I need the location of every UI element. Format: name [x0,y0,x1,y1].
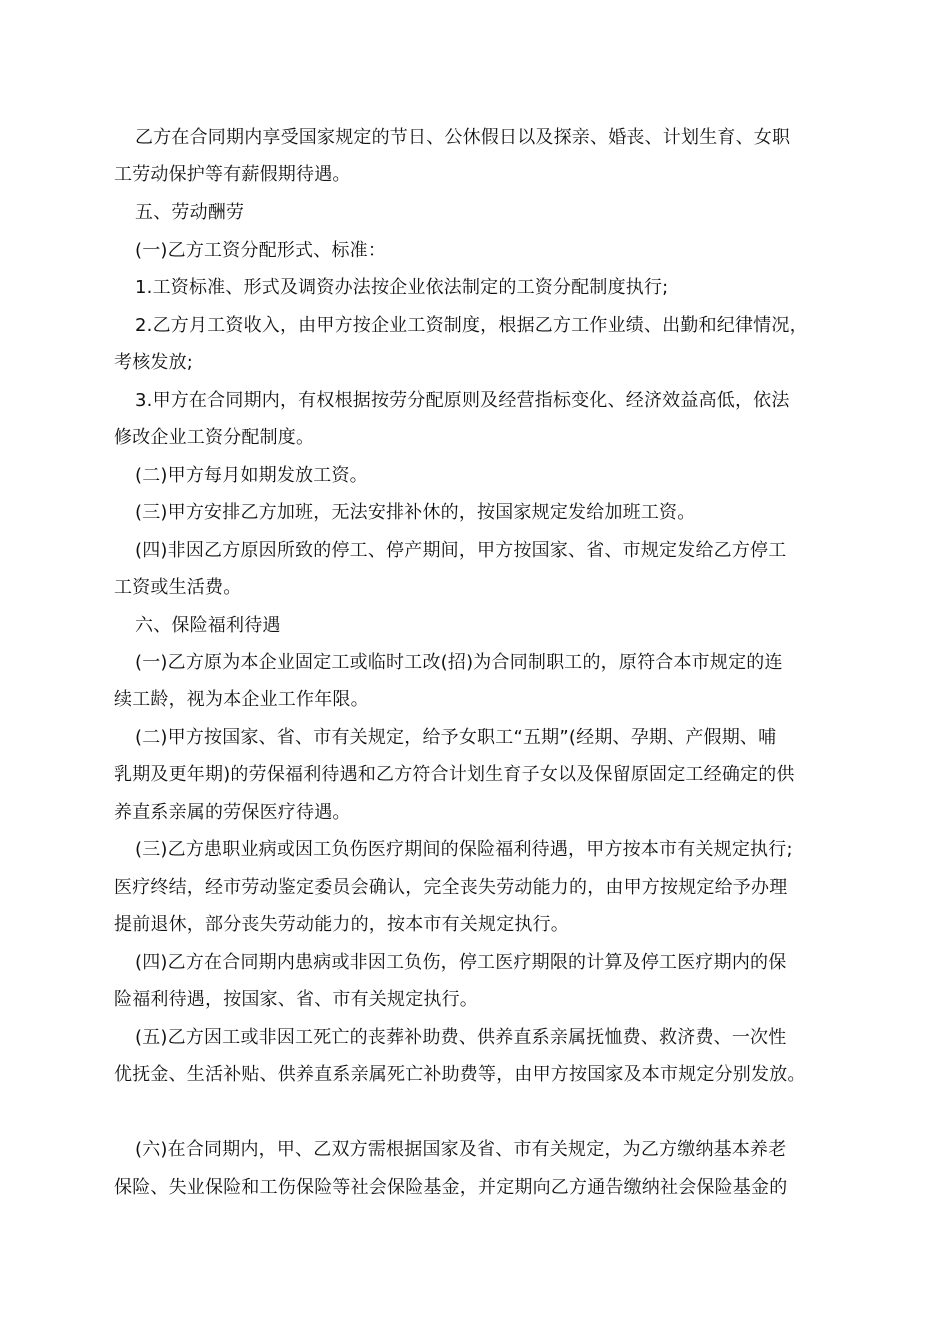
paragraph-line: (五)乙方因工或非因工死亡的丧葬补助费、供养直系亲属抚恤费、救济费、一次性 [135,1027,787,1048]
paragraph-line: 养直系亲属的劳保医疗待遇。 [114,802,351,823]
paragraph-line: 考核发放; [114,352,194,373]
paragraph-line: (四)非因乙方原因所致的停工、停产期间，甲方按国家、省、市规定发给乙方停工 [135,540,787,561]
paragraph-line: (六)在合同期内，甲、乙双方需根据国家及省、市有关规定，为乙方缴纳基本养老 [135,1139,787,1160]
subsection-heading: (一)乙方工资分配形式、标准： [135,240,387,261]
paragraph-line: 提前退休，部分丧失劳动能力的，按本市有关规定执行。 [114,914,569,935]
paragraph-line: (四)乙方在合同期内患病或非因工负伤，停工医疗期限的计算及停工医疗期内的保 [135,952,787,973]
section-heading: 五、劳动酬劳 [135,202,245,223]
paragraph-line: 工资或生活费。 [114,577,242,598]
paragraph-line: (三)甲方安排乙方加班，无法安排补休的，按国家规定发给加班工资。 [135,502,696,523]
paragraph-line: (三)乙方患职业病或因工负伤医疗期间的保险福利待遇，甲方按本市有关规定执行; [135,839,793,860]
paragraph-line: 续工龄，视为本企业工作年限。 [114,689,369,710]
paragraph-line: 1.工资标准、形式及调资办法按企业依法制定的工资分配制度执行; [135,277,669,298]
paragraph-line: (二)甲方每月如期发放工资。 [135,465,368,486]
paragraph-line: 险福利待遇，按国家、省、市有关规定执行。 [114,989,478,1010]
paragraph-line: 乙方在合同期内享受国家规定的节日、公休假日以及探亲、婚丧、计划生育、女职 [135,127,791,148]
paragraph-line: (一)乙方原为本企业固定工或临时工改(招)为合同制职工的，原符合本市规定的连 [135,652,783,673]
paragraph-line: 保险、失业保险和工伤保险等社会保险基金，并定期向乙方通告缴纳社会保险基金的 [114,1177,788,1198]
paragraph-line: 工劳动保护等有薪假期待遇。 [114,164,351,185]
paragraph-line: 3.甲方在合同期内，有权根据按劳分配原则及经营指标变化、经济效益高低，依法 [135,390,790,411]
paragraph-line: 乳期及更年期)的劳保福利待遇和乙方符合计划生育子女以及保留原固定工经确定的供 [114,764,795,785]
paragraph-line: (二)甲方按国家、省、市有关规定，给予女职工“五期”(经期、孕期、产假期、哺 [135,727,777,748]
section-heading: 六、保险福利待遇 [135,615,281,636]
paragraph-line: 2.乙方月工资收入，由甲方按企业工资制度，根据乙方工作业绩、出勤和纪律情况， [135,315,808,336]
paragraph-line: 优抚金、生活补贴、供养直系亲属死亡补助费等，由甲方按国家及本市规定分别发放。 [114,1064,806,1085]
paragraph-line: 医疗终结，经市劳动鉴定委员会确认，完全丧失劳动能力的，由甲方按规定给予办理 [114,877,788,898]
paragraph-line: 修改企业工资分配制度。 [114,427,315,448]
